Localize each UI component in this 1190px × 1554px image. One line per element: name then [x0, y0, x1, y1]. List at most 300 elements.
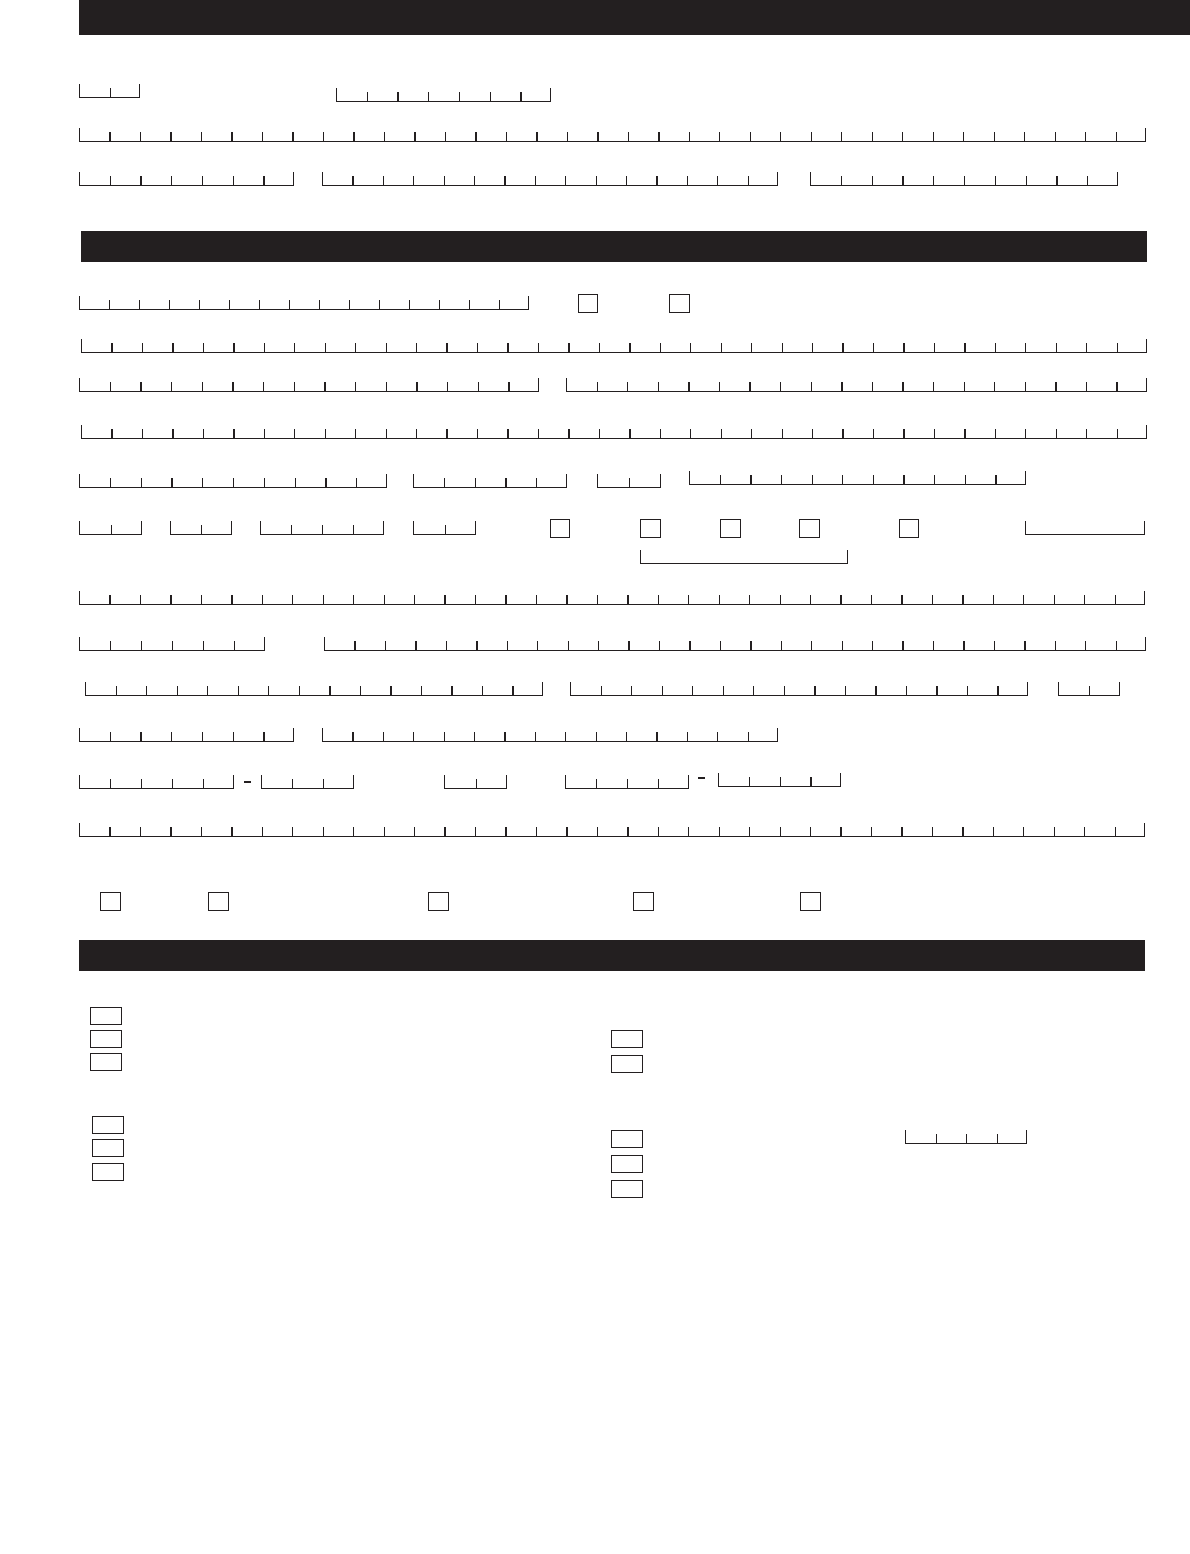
comb-divider — [690, 343, 691, 352]
comb-divider — [352, 732, 353, 741]
comb-divider — [597, 595, 598, 604]
comb-divider — [264, 478, 265, 487]
comb-divider — [872, 132, 873, 141]
comb-divider — [177, 686, 178, 695]
comb-divider — [692, 686, 693, 695]
comb-divider — [810, 595, 811, 604]
comb-divider — [352, 176, 353, 185]
comb-divider — [750, 475, 751, 484]
comb-field[interactable] — [565, 775, 689, 789]
comb-divider — [903, 343, 904, 352]
comb-divider — [111, 429, 112, 438]
section-header-bar-3 — [79, 940, 1145, 971]
comb-divider — [780, 382, 781, 391]
comb-divider — [439, 300, 440, 309]
comb-divider — [936, 1134, 937, 1143]
comb-field[interactable] — [79, 775, 234, 789]
comb-field[interactable] — [79, 823, 1145, 837]
comb-divider — [601, 686, 602, 695]
comb-field[interactable] — [597, 474, 661, 488]
comb-divider — [324, 382, 325, 391]
comb-divider — [482, 686, 483, 695]
comb-divider — [110, 88, 111, 97]
comb-field[interactable] — [261, 775, 354, 789]
comb-divider — [629, 343, 630, 352]
comb-divider — [263, 382, 264, 391]
comb-divider — [109, 300, 110, 309]
comb-divider — [1117, 343, 1118, 352]
comb-divider — [750, 641, 751, 650]
comb-divider — [964, 343, 965, 352]
comb-divider — [141, 641, 142, 650]
comb-divider — [323, 779, 324, 788]
comb-divider — [259, 300, 260, 309]
comb-divider — [784, 686, 785, 695]
comb-divider — [475, 827, 476, 836]
checkbox[interactable] — [799, 519, 820, 538]
comb-divider — [139, 300, 140, 309]
checkbox[interactable] — [640, 519, 661, 538]
comb-divider — [964, 176, 965, 185]
comb-divider — [353, 827, 354, 836]
comb-divider — [932, 827, 933, 836]
comb-divider — [356, 478, 357, 487]
comb-divider — [933, 382, 934, 391]
comb-divider — [936, 686, 937, 695]
comb-divider — [994, 382, 995, 391]
comb-divider — [385, 641, 386, 650]
comb-divider — [1025, 343, 1026, 352]
comb-divider — [520, 92, 521, 101]
comb-divider — [658, 132, 659, 141]
comb-divider — [201, 827, 202, 836]
comb-divider — [1084, 827, 1085, 836]
comb-divider — [627, 779, 628, 788]
comb-divider — [659, 641, 660, 650]
comb-divider — [1024, 132, 1025, 141]
comb-divider — [1086, 343, 1087, 352]
comb-divider — [871, 827, 872, 836]
comb-divider — [172, 641, 173, 650]
comb-divider — [379, 300, 380, 309]
comb-divider — [140, 382, 141, 391]
comb-divider — [507, 641, 508, 650]
comb-divider — [598, 641, 599, 650]
comb-divider — [719, 595, 720, 604]
comb-divider — [689, 132, 690, 141]
comb-divider — [753, 686, 754, 695]
checkbox[interactable] — [720, 519, 741, 538]
checkbox[interactable] — [611, 1155, 643, 1173]
comb-divider — [717, 732, 718, 741]
checkbox[interactable] — [100, 892, 121, 911]
comb-field[interactable] — [336, 88, 551, 102]
comb-divider — [933, 132, 934, 141]
comb-divider — [901, 827, 902, 836]
comb-field[interactable] — [79, 296, 529, 310]
comb-divider — [872, 176, 873, 185]
comb-divider — [903, 429, 904, 438]
comb-divider — [567, 132, 568, 141]
comb-divider — [203, 641, 204, 650]
comb-divider — [597, 132, 598, 141]
comb-divider — [1087, 176, 1088, 185]
comb-field[interactable] — [689, 471, 1026, 485]
comb-field[interactable] — [79, 172, 294, 186]
comb-divider — [565, 176, 566, 185]
checkbox[interactable] — [90, 1007, 122, 1025]
comb-divider — [140, 176, 141, 185]
comb-divider — [142, 429, 143, 438]
comb-divider — [782, 343, 783, 352]
comb-divider — [505, 827, 506, 836]
comb-divider — [536, 595, 537, 604]
comb-divider — [232, 382, 233, 391]
comb-divider — [811, 382, 812, 391]
comb-divider — [966, 1134, 967, 1143]
comb-divider — [292, 779, 293, 788]
comb-divider — [506, 132, 507, 141]
comb-divider — [142, 343, 143, 352]
comb-divider — [628, 641, 629, 650]
comb-field[interactable] — [810, 172, 1118, 186]
comb-divider — [1023, 827, 1024, 836]
comb-field[interactable] — [905, 1130, 1027, 1144]
comb-field[interactable] — [322, 728, 778, 742]
comb-divider — [656, 732, 657, 741]
comb-divider — [504, 732, 505, 741]
comb-divider — [597, 382, 598, 391]
comb-divider — [1025, 429, 1026, 438]
comb-divider — [445, 132, 446, 141]
comb-divider — [413, 732, 414, 741]
comb-divider — [505, 595, 506, 604]
comb-divider — [1116, 132, 1117, 141]
comb-divider — [325, 343, 326, 352]
comb-field[interactable] — [79, 521, 142, 535]
comb-field[interactable] — [566, 378, 1147, 392]
comb-divider — [750, 132, 751, 141]
comb-field[interactable] — [413, 474, 567, 488]
comb-divider — [349, 300, 350, 309]
comb-divider — [535, 732, 536, 741]
comb-divider — [1086, 429, 1087, 438]
comb-divider — [478, 382, 479, 391]
dash-separator — [698, 777, 705, 779]
comb-divider — [384, 132, 385, 141]
comb-divider — [538, 343, 539, 352]
comb-divider — [751, 429, 752, 438]
comb-divider — [201, 525, 202, 534]
comb-field[interactable] — [570, 682, 1028, 696]
comb-divider — [721, 429, 722, 438]
checkbox[interactable] — [550, 519, 570, 538]
comb-divider — [568, 641, 569, 650]
comb-divider — [662, 686, 663, 695]
comb-divider — [842, 641, 843, 650]
comb-divider — [414, 595, 415, 604]
comb-divider — [294, 343, 295, 352]
comb-field[interactable] — [81, 425, 1147, 439]
comb-field[interactable] — [260, 521, 384, 535]
comb-divider — [626, 732, 627, 741]
comb-divider — [170, 827, 171, 836]
comb-field[interactable] — [170, 521, 232, 535]
comb-divider — [353, 525, 354, 534]
comb-divider — [1026, 176, 1027, 185]
comb-field[interactable] — [79, 591, 1145, 605]
comb-divider — [840, 827, 841, 836]
comb-field[interactable] — [85, 682, 543, 696]
comb-divider — [476, 641, 477, 650]
comb-field[interactable] — [444, 775, 507, 789]
comb-divider — [116, 686, 117, 695]
comb-divider — [262, 132, 263, 141]
comb-divider — [146, 686, 147, 695]
comb-divider — [934, 343, 935, 352]
comb-divider — [504, 176, 505, 185]
comb-divider — [140, 132, 141, 141]
comb-divider — [238, 686, 239, 695]
comb-divider — [934, 475, 935, 484]
comb-field[interactable] — [81, 339, 1147, 353]
comb-divider — [538, 429, 539, 438]
comb-divider — [780, 827, 781, 836]
comb-divider — [1116, 382, 1117, 391]
open-field[interactable] — [640, 550, 848, 564]
comb-divider — [933, 176, 934, 185]
comb-divider — [814, 686, 815, 695]
checkbox[interactable] — [611, 1180, 643, 1198]
section-header-bar-1 — [79, 0, 1190, 35]
comb-field[interactable] — [324, 637, 1146, 651]
comb-divider — [231, 595, 232, 604]
comb-divider — [720, 475, 721, 484]
comb-divider — [1055, 382, 1056, 391]
comb-divider — [749, 595, 750, 604]
checkbox[interactable] — [428, 892, 449, 911]
comb-divider — [325, 478, 326, 487]
comb-divider — [109, 132, 110, 141]
checkbox[interactable] — [899, 519, 919, 538]
comb-divider — [965, 475, 966, 484]
comb-divider — [268, 686, 269, 695]
comb-divider — [963, 641, 964, 650]
comb-field[interactable] — [322, 172, 778, 186]
checkbox[interactable] — [611, 1130, 643, 1148]
comb-divider — [627, 595, 628, 604]
comb-field[interactable] — [79, 637, 265, 651]
comb-divider — [169, 300, 170, 309]
comb-divider — [658, 595, 659, 604]
checkbox[interactable] — [800, 892, 821, 911]
comb-divider — [721, 343, 722, 352]
comb-divider — [993, 595, 994, 604]
checkbox[interactable] — [578, 294, 598, 313]
comb-divider — [203, 779, 204, 788]
comb-divider — [599, 429, 600, 438]
comb-divider — [262, 595, 263, 604]
comb-divider — [841, 132, 842, 141]
comb-divider — [444, 176, 445, 185]
comb-divider — [447, 382, 448, 391]
comb-field[interactable] — [79, 128, 1146, 142]
comb-divider — [384, 827, 385, 836]
comb-divider — [875, 686, 876, 695]
comb-divider — [749, 382, 750, 391]
comb-divider — [233, 478, 234, 487]
comb-divider — [1056, 429, 1057, 438]
comb-divider — [505, 478, 506, 487]
comb-divider — [629, 478, 630, 487]
comb-divider — [446, 343, 447, 352]
comb-divider — [111, 525, 112, 534]
comb-divider — [512, 686, 513, 695]
comb-divider — [658, 382, 659, 391]
comb-divider — [536, 478, 537, 487]
checkbox[interactable] — [92, 1116, 124, 1134]
comb-divider — [690, 429, 691, 438]
comb-divider — [688, 595, 689, 604]
comb-divider — [367, 92, 368, 101]
comb-divider — [170, 595, 171, 604]
comb-divider — [1115, 595, 1116, 604]
comb-divider — [414, 132, 415, 141]
open-field[interactable] — [1025, 521, 1145, 535]
comb-divider — [964, 429, 965, 438]
comb-divider — [234, 641, 235, 650]
comb-divider — [748, 176, 749, 185]
checkbox[interactable] — [90, 1053, 122, 1071]
comb-divider — [428, 92, 429, 101]
comb-divider — [476, 779, 477, 788]
comb-divider — [596, 779, 597, 788]
comb-divider — [1085, 641, 1086, 650]
comb-divider — [499, 300, 500, 309]
comb-divider — [110, 779, 111, 788]
comb-divider — [355, 382, 356, 391]
comb-divider — [140, 732, 141, 741]
comb-divider — [1086, 382, 1087, 391]
comb-divider — [445, 525, 446, 534]
comb-divider — [811, 641, 812, 650]
checkbox[interactable] — [92, 1163, 124, 1181]
comb-divider — [841, 382, 842, 391]
comb-divider — [110, 176, 111, 185]
comb-field[interactable] — [79, 378, 539, 392]
comb-divider — [1055, 641, 1056, 650]
comb-divider — [872, 641, 873, 650]
comb-divider — [901, 595, 902, 604]
comb-divider — [1085, 132, 1086, 141]
comb-field[interactable] — [79, 728, 294, 742]
comb-divider — [264, 343, 265, 352]
comb-divider — [171, 478, 172, 487]
comb-divider — [749, 777, 750, 786]
comb-divider — [1025, 382, 1026, 391]
comb-field[interactable] — [1058, 682, 1120, 696]
comb-divider — [995, 343, 996, 352]
comb-divider — [231, 132, 232, 141]
comb-divider — [873, 429, 874, 438]
comb-divider — [780, 132, 781, 141]
comb-divider — [842, 343, 843, 352]
comb-divider — [1024, 641, 1025, 650]
checkbox[interactable] — [611, 1055, 643, 1073]
comb-divider — [233, 732, 234, 741]
comb-divider — [295, 478, 296, 487]
comb-divider — [202, 382, 203, 391]
checkbox[interactable] — [611, 1030, 643, 1048]
comb-divider — [629, 429, 630, 438]
comb-divider — [477, 429, 478, 438]
comb-divider — [323, 827, 324, 836]
checkbox[interactable] — [92, 1139, 124, 1157]
comb-divider — [355, 429, 356, 438]
comb-divider — [599, 343, 600, 352]
comb-divider — [413, 176, 414, 185]
comb-divider — [626, 176, 627, 185]
comb-divider — [233, 176, 234, 185]
comb-divider — [384, 595, 385, 604]
checkbox[interactable] — [208, 892, 229, 911]
comb-field[interactable] — [413, 521, 476, 535]
comb-field[interactable] — [79, 474, 387, 488]
comb-divider — [1116, 641, 1117, 650]
comb-divider — [841, 176, 842, 185]
comb-divider — [995, 429, 996, 438]
checkbox[interactable] — [90, 1030, 122, 1048]
checkbox[interactable] — [633, 892, 654, 911]
comb-divider — [397, 92, 398, 101]
comb-divider — [360, 686, 361, 695]
comb-divider — [1089, 686, 1090, 695]
comb-divider — [202, 176, 203, 185]
comb-divider — [172, 343, 173, 352]
comb-divider — [719, 132, 720, 141]
comb-divider — [688, 382, 689, 391]
comb-divider — [201, 595, 202, 604]
comb-divider — [751, 343, 752, 352]
comb-divider — [172, 779, 173, 788]
comb-divider — [689, 641, 690, 650]
comb-field[interactable] — [79, 84, 140, 98]
comb-divider — [140, 595, 141, 604]
comb-divider — [263, 732, 264, 741]
comb-field[interactable] — [718, 773, 841, 787]
comb-divider — [390, 686, 391, 695]
comb-divider — [627, 382, 628, 391]
comb-divider — [421, 686, 422, 695]
comb-divider — [409, 300, 410, 309]
comb-divider — [597, 827, 598, 836]
comb-divider — [628, 132, 629, 141]
comb-divider — [902, 382, 903, 391]
comb-divider — [781, 641, 782, 650]
comb-divider — [386, 429, 387, 438]
comb-divider — [997, 686, 998, 695]
comb-divider — [596, 176, 597, 185]
comb-divider — [291, 525, 292, 534]
comb-divider — [141, 779, 142, 788]
comb-divider — [264, 429, 265, 438]
comb-divider — [289, 300, 290, 309]
checkbox[interactable] — [669, 294, 690, 313]
comb-divider — [475, 478, 476, 487]
comb-divider — [536, 827, 537, 836]
comb-divider — [780, 595, 781, 604]
comb-divider — [1054, 827, 1055, 836]
